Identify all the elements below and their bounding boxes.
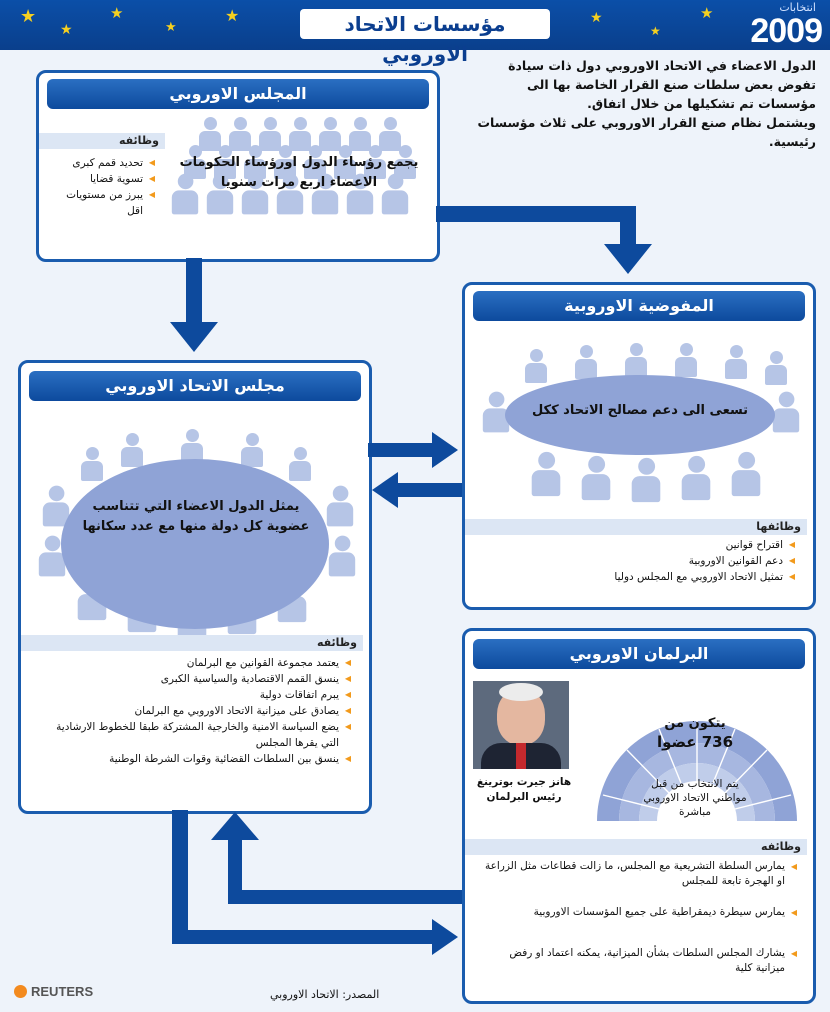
intro-text (456, 56, 816, 151)
person-icon (575, 345, 597, 379)
function-item: ◀ اقتراح قوانين (505, 537, 795, 553)
function-item: ◀ يبرم اتفاقات دولية (41, 687, 351, 703)
arrow-right-icon (432, 919, 458, 955)
parliament-composition (645, 715, 745, 751)
flow-arrow (228, 890, 462, 904)
page-title: مؤسسات الاتحاد الاوروبي (300, 9, 550, 39)
person-icon (241, 433, 263, 467)
function-item: ◀ يشارك المجلس السلطات بشأن الميزانية، يمكنه اعتماد او رفض ميزانية كلية (481, 946, 797, 976)
function-item: ◀ يضع السياسة الامنية والخارجية المشتركة طبقا للخطوط الارشادية التي يقرها المجلس (41, 719, 351, 751)
intro-line: رئيسية. (768, 134, 816, 149)
person-icon (675, 343, 697, 377)
european-council-description: يجمع رؤساء الدول اورؤساء الحكومات الاعضاء اربع مرات سنويا (179, 155, 419, 190)
flow-arrow (620, 206, 636, 246)
intro-line: الدول الاعضاء في الاتحاد الاوروبي دول ذات سيادة (508, 58, 816, 73)
person-icon (632, 458, 661, 502)
function-item: ◀ تمثيل الاتحاد الاوروبي مع المجلس دوليا (505, 569, 795, 585)
person-icon (682, 456, 711, 500)
brand-label: REUTERS (31, 984, 94, 999)
star-icon: ★ (60, 22, 73, 38)
functions-list (481, 859, 797, 976)
functions-label: وظائفها (465, 519, 807, 535)
commission-box (462, 282, 816, 610)
election-method: يتم الانتخاب من قبل مواطني الاتحاد الاوروبي مباشرة (643, 778, 747, 818)
person-icon (289, 447, 311, 481)
person-icon (327, 486, 353, 527)
members-count: 736 عضوا (656, 733, 734, 751)
star-icon: ★ (165, 20, 177, 35)
function-item: ◀ يبرز من مستويات اقل (47, 187, 155, 219)
function-item: ◀ ينسق بين السلطات القضائية وقوات الشرطة الوطنية (41, 751, 351, 767)
function-item: ◀ يصادق على ميزانية الاتحاد الاوروبي مع البرلمان (41, 703, 351, 719)
flow-arrow (228, 838, 242, 904)
person-icon (121, 433, 143, 467)
flow-arrow (186, 258, 202, 324)
council-eu-title: مجلس الاتحاد الاوروبي (29, 371, 361, 401)
person-icon (582, 456, 611, 500)
person-icon (773, 392, 799, 433)
reuters-logo (14, 984, 93, 999)
election-label: انتخابات (779, 1, 816, 14)
person-icon (765, 351, 787, 385)
arrow-down-icon (604, 244, 652, 274)
functions-label: وظائفه (465, 839, 807, 855)
president-name: هانز جيرت بوترينغ (476, 776, 572, 788)
composition-label: يتكون من (664, 716, 726, 731)
star-icon: ★ (650, 24, 661, 38)
person-icon (81, 447, 103, 481)
commission-description: تسعى الى دعم مصالح الاتحاد ككل (531, 403, 749, 418)
council-eu-box (18, 360, 372, 814)
function-item: ◀ يمارس سيطرة ديمقراطية على جميع المؤسسات الاوروبية (481, 905, 797, 920)
intro-line: مؤسسات تم تشكيلها من خلال اتفاق. (587, 96, 816, 111)
person-icon (725, 345, 747, 379)
source-label: المصدر: الاتحاد الاوروبي (270, 988, 380, 1001)
parliament-box (462, 628, 816, 1004)
arrow-up-icon (211, 812, 259, 840)
round-table (61, 459, 329, 629)
flow-arrow (436, 206, 632, 222)
function-item: ◀ تسوية قضايا (47, 171, 155, 187)
function-item: ◀ ينسق القمم الاقتصادية والسياسية الكبرى (41, 671, 351, 687)
function-item: ◀ يعتمد مجموعة القوانين مع البرلمان (41, 655, 351, 671)
european-council-box (36, 70, 440, 262)
president-role: رئيس البرلمان (486, 791, 562, 803)
parliament-title: البرلمان الاوروبي (473, 639, 805, 669)
functions-list (47, 155, 155, 219)
function-item: ◀ يمارس السلطة التشريعية مع المجلس، ما زالت قطاعات مثل الزراعة او الهجرة تابعة للمجلس (481, 859, 797, 889)
star-icon: ★ (700, 4, 714, 22)
person-icon (329, 536, 355, 577)
reuters-dot-icon (14, 985, 27, 998)
flow-arrow (172, 810, 188, 944)
person-icon (732, 452, 761, 496)
functions-label: وظائفه (21, 635, 363, 651)
european-council-title: المجلس الاوروبي (47, 79, 429, 109)
arrow-right-icon (432, 432, 458, 468)
flow-arrow (398, 483, 462, 497)
function-item: ◀ تحديد قمم كبرى (47, 155, 155, 171)
functions-list (41, 655, 351, 767)
star-icon: ★ (20, 6, 37, 27)
functions-label: وظائفه (39, 133, 165, 149)
person-icon (625, 343, 647, 377)
star-icon: ★ (225, 6, 240, 25)
arrow-down-icon (170, 322, 218, 352)
arrow-left-icon (372, 472, 398, 508)
commission-title: المفوضية الاوروبية (473, 291, 805, 321)
intro-line: تفوض بعض سلطات صنع القرار الخاصة بها الى (527, 77, 816, 92)
flow-arrow (172, 930, 434, 944)
functions-list (505, 537, 795, 585)
person-icon (525, 349, 547, 383)
star-icon: ★ (110, 4, 124, 22)
flow-arrow (368, 443, 434, 457)
person-icon (181, 429, 203, 463)
council-eu-description: يمثل الدول الاعضاء التي تتناسب عضوية كل دولة منها مع عدد سكانها (82, 499, 310, 534)
intro-line: ويشتمل نظام صنع القرار الاوروبي على ثلاث مؤسسات (477, 115, 816, 130)
president-photo (473, 681, 569, 769)
function-item: ◀ دعم القوانين الاوروبية (505, 553, 795, 569)
president-caption (465, 775, 583, 805)
person-icon (532, 452, 561, 496)
election-year: 2009 (750, 12, 822, 50)
star-icon: ★ (590, 10, 603, 26)
